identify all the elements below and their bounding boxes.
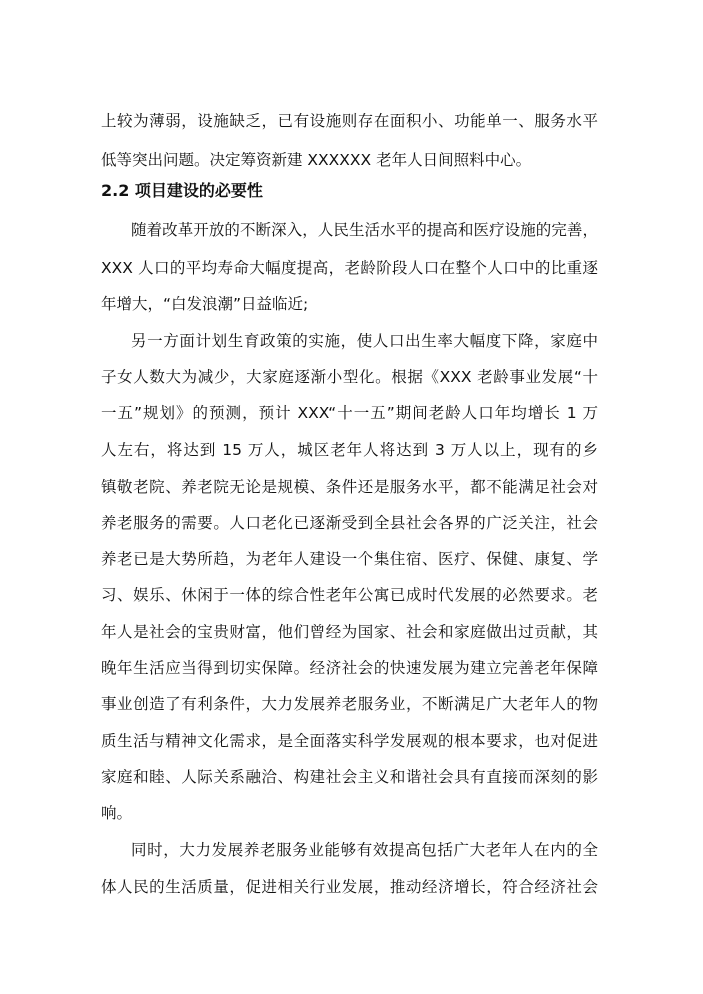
- section-heading: 2.2 项目建设的必要性: [101, 181, 263, 200]
- paragraph-2-line-11: 事业创造了有利条件，大力发展养老服务业，不断满足广大老年人的物: [101, 695, 598, 713]
- paragraph-2-line-2: 子女人数大为减少，大家庭逐渐小型化。根据《XXX 老龄事业发展“十: [101, 368, 598, 386]
- paragraph-2-line-14: 响。: [101, 804, 133, 822]
- paragraph-2-line-5: 镇敬老院、养老院无论是规模、条件还是服务水平，都不能满足社会对: [101, 478, 598, 496]
- paragraph-2-line-1: 另一方面计划生育政策的实施，使人口出生率大幅度下降，家庭中: [131, 332, 598, 350]
- paragraph-2-line-4: 人左右，将达到 15 万人，城区老年人将达到 3 万人以上，现有的乡: [101, 441, 598, 459]
- paragraph-1-line-1: 随着改革开放的不断深入，人民生活水平的提高和医疗设施的完善，: [131, 221, 598, 239]
- paragraph-2-line-13: 家庭和睦、人际关系融洽、构建社会主义和谐社会具有直接而深刻的影: [101, 768, 598, 786]
- paragraph-2-line-6: 养老服务的需要。人口老化已逐渐受到全县社会各界的广泛关注，社会: [101, 514, 598, 532]
- paragraph-2-line-8: 习、娱乐、休闲于一体的综合性老年公寓已成时代发展的必然要求。老: [101, 586, 598, 604]
- intro-line-1: 上较为薄弱，设施缺乏，已有设施则存在面积小、功能单一、服务水平: [101, 112, 598, 130]
- paragraph-1-line-2: XXX 人口的平均寿命大幅度提高，老龄阶段人口在整个人口中的比重逐: [101, 259, 598, 277]
- paragraph-2-line-3: 一五”规划》的预测，预计 XXX“十一五”期间老龄人口年均增长 1 万: [101, 404, 598, 422]
- paragraph-2-line-10: 晚年生活应当得到切实保障。经济社会的快速发展为建立完善老年保障: [101, 659, 598, 677]
- intro-line-2: 低等突出问题。决定筹资新建 XXXXXX 老年人日间照料中心。: [101, 151, 532, 169]
- paragraph-3-line-1: 同时，大力发展养老服务业能够有效提高包括广大老年人在内的全: [131, 841, 598, 859]
- paragraph-2-line-7: 养老已是大势所趋，为老年人建设一个集住宿、医疗、保健、康复、学: [101, 550, 598, 568]
- paragraph-2-line-9: 年人是社会的宝贵财富，他们曾经为国家、社会和家庭做出过贡献，其: [101, 623, 598, 641]
- paragraph-3-line-2: 体人民的生活质量，促进相关行业发展，推动经济增长，符合经济社会: [101, 878, 598, 896]
- paragraph-1-line-3: 年增大，“白发浪潮”日益临近;: [101, 295, 309, 313]
- paragraph-2-line-12: 质生活与精神文化需求，是全面落实科学发展观的根本要求，也对促进: [101, 732, 598, 750]
